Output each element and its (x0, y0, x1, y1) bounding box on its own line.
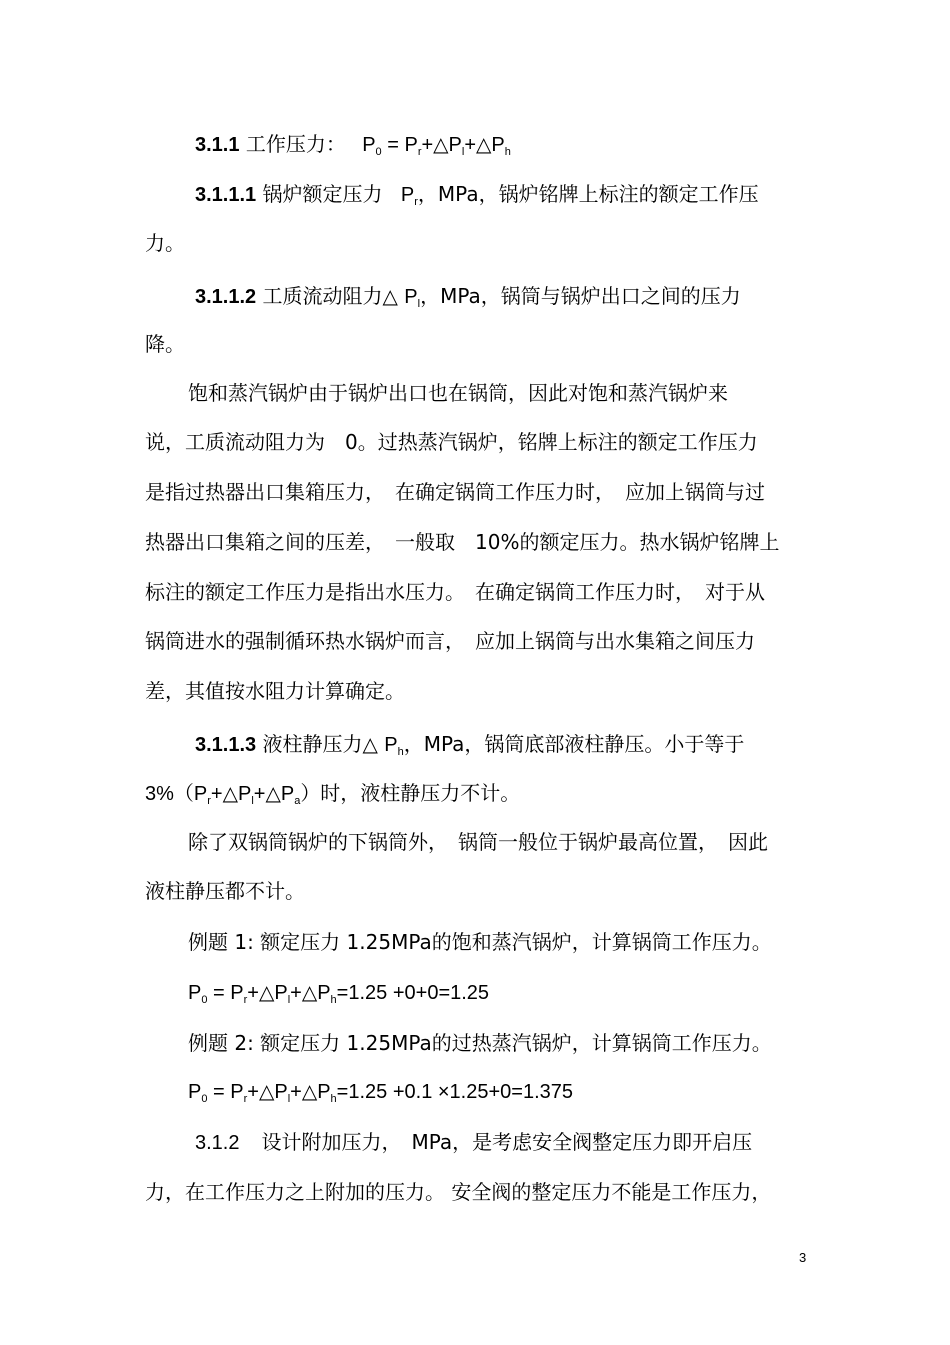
page-number: 3 (799, 1250, 807, 1265)
section-number: 3.1.2 (195, 1132, 240, 1154)
paragraph-line: 说，工质流动阻力为 0。过热蒸汽锅炉，铭牌上标注的额定工作压力 (145, 430, 758, 454)
example-1-formula: $P_0$ = $P_r+\triangle P_l+\triangle P_h=1.25 +0+0=1.25$ (188, 982, 490, 1006)
section-number: 3.1.1.3 (195, 734, 257, 756)
text: 锅炉额定压力 (262, 182, 383, 206)
text: 液柱静压力△ (262, 732, 378, 756)
text: ，MPa，锅筒底部液柱静压。小于等于 (403, 732, 745, 756)
section-number: 3.1.1 (195, 134, 240, 156)
paragraph-line: 锅筒进水的强制循环热水锅炉而言， 应加上锅筒与出水集箱之间压力 (145, 629, 755, 653)
example-2-formula: $P_0$ = $P_r+\triangle P_l+\triangle P_h=1.25 +0.1 \times 1.25+0=1.375$ (188, 1081, 574, 1105)
text: 设计附加压力， MPa，是考虑安全阀整定压力即开启压 (261, 1130, 753, 1154)
heading-3-1-1-2 (195, 282, 741, 311)
text: ，MPa，锅筒与锅炉出口之间的压力 (420, 284, 741, 308)
formula: $P_0$ = $P_r+\triangle P_l+\triangle P_h$ (362, 134, 511, 158)
paragraph-line: 热器出口集箱之间的压差， 一般取 10%的额定压力。热水锅炉铭牌上 (145, 530, 780, 554)
section-number: 3.1.1.1 (195, 184, 257, 206)
continuation: 降。 (145, 332, 185, 356)
continuation: $3\%(P_r+\triangle P_l+\triangle P_a)$时，液柱静压力不计。 (145, 781, 521, 807)
heading-3-1-1 (195, 130, 511, 159)
text: 工质流动阻力△ (262, 284, 398, 308)
symbol: $P_h$ (384, 734, 404, 758)
heading-3-1-1-1 (195, 180, 759, 209)
symbol: $P_r$ (400, 184, 418, 208)
paragraph-line: 除了双锅筒锅炉的下锅筒外， 锅筒一般位于锅炉最高位置， 因此 (188, 830, 768, 854)
heading-3-1-1-3 (195, 730, 744, 759)
section-number: 3.1.1.2 (195, 286, 257, 308)
text: ，MPa，锅炉铭牌上标注的额定工作压 (417, 182, 759, 206)
example-1: 例题 1: 额定压力 1.25MPa的饱和蒸汽锅炉，计算锅筒工作压力。 (188, 930, 772, 954)
continuation: 力，在工作压力之上附加的压力。 安全阀的整定压力不能是工作压力， (145, 1180, 772, 1204)
paragraph-line: 液柱静压都不计。 (145, 879, 305, 903)
continuation: 力。 (145, 231, 185, 255)
heading-3-1-2 (195, 1128, 752, 1157)
symbol: $P_l$ (404, 286, 421, 310)
paragraph-line: 标注的额定工作压力是指出水压力。 在确定锅筒工作压力时， 对于从 (145, 580, 765, 604)
paragraph-line: 是指过热器出口集箱压力， 在确定锅筒工作压力时， 应加上锅筒与过 (145, 480, 765, 504)
example-2: 例题 2: 额定压力 1.25MPa的过热蒸汽锅炉，计算锅筒工作压力。 (188, 1031, 772, 1055)
paragraph-line: 差，其值按水阻力计算确定。 (145, 679, 405, 703)
paragraph-line: 饱和蒸汽锅炉由于锅炉出口也在锅筒，因此对饱和蒸汽锅炉来 (188, 381, 728, 405)
heading-label: 工作压力： (245, 132, 346, 156)
